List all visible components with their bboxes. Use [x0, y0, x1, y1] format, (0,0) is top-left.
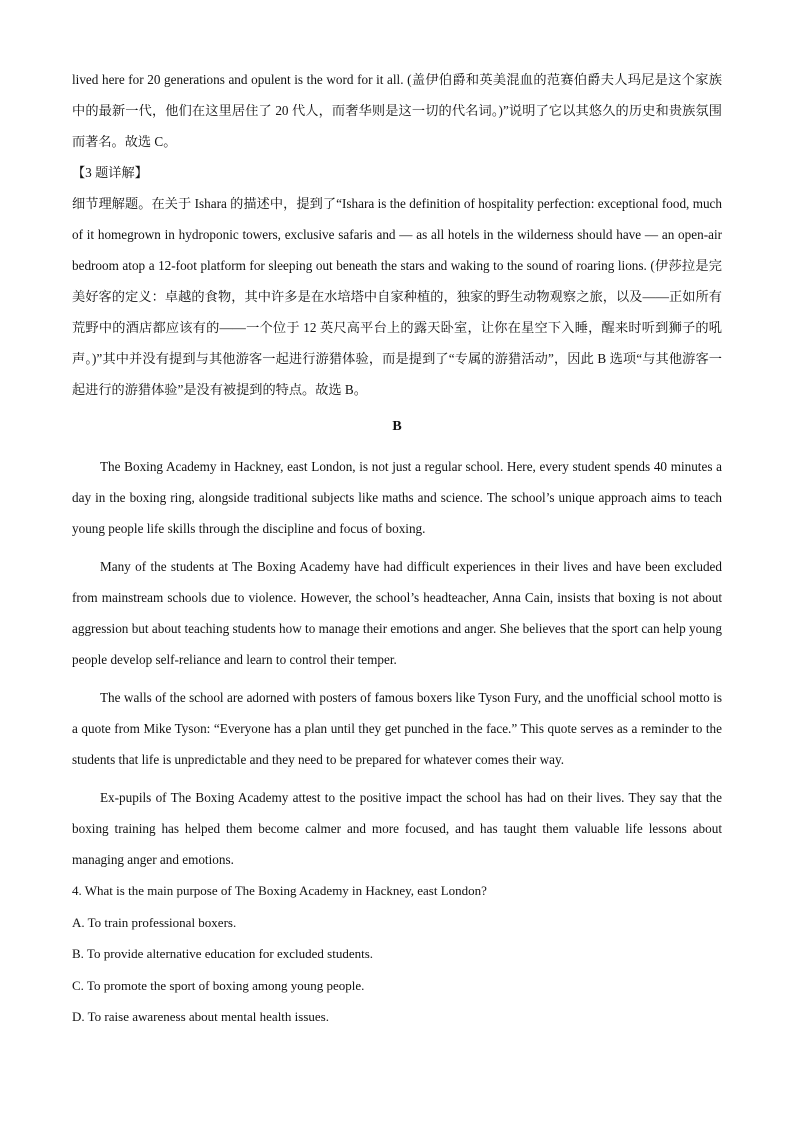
passage-paragraph-3: The walls of the school are adorned with posters of famous boxers like Tyson Fury, and the unofficial school motto is a quote from Mike Tyson: “Everyone has a plan until they get punched in the face.” This quote serves as a reminder to the students that life is unpredictable and they need to be prepared for whatever comes their way. — [72, 690, 722, 767]
section-3-label: 【3 题详解】 — [72, 165, 148, 180]
explanation-2-tail: lived here for 20 generations and opulent is the word for it all. (盖伊伯爵和英美混血的范赛伯爵夫人玛尼是这个家族中的最新一代，他们在这里居住了 20 代人，而奢华则是这一切的代名词。)”说明了它以其悠久的历史和贵族氛围而著名。故选 C。 — [72, 72, 722, 149]
section-b-title: B — [392, 419, 402, 434]
question-4-stem: 4. What is the main purpose of The Boxing Academy in Hackney, east London? — [72, 883, 487, 898]
document-page — [72, 64, 722, 1033]
passage-paragraph-1: The Boxing Academy in Hackney, east London, is not just a regular school. Here, every student spends 40 minutes a day in the boxing ring, alongside traditional subjects like maths and science. The school’s unique approach aims to teach young people life skills through the discipline and focus of boxing. — [72, 459, 722, 536]
question-4-option-b: B. To provide alternative education for excluded students. — [72, 946, 374, 961]
question-4-option-a: A. To train professional boxers. — [72, 914, 237, 930]
explanation-3: 细节理解题。在关于 Ishara 的描述中，提到了“Ishara is the definition of hospitality perfection: exceptional food, much of it homegrown in hydroponic towers, exclusive safaris and — as all hotels in the wilderness should have — an open-air bedroom atop a 12-foot platform for sleeping out beneath the stars and waking to the sound of roaring lions. (伊莎拉是完美好客的定义：卓越的食物，其中许多是在水培塔中自家种植的，独家的野生动物观察之旅，以及——正如所有荒野中的酒店都应该有的——一个位于 12 英尺高平台上的露天卧室，让你在星空下入睡，醒来时听到狮子的吼声。)”其中并没有提到与其他游客一起进行游猎体验，而是提到了“专属的游猎活动”，因此 B 选项“与其他游客一起进行的游猎体验”是没有被提到的特点。故选 B。 — [72, 196, 722, 397]
passage-paragraph-4: Ex-pupils of The Boxing Academy attest to the positive impact the school has had on their lives. They say that the boxing training has helped them become calmer and more focused, and has taught them valuable life lessons about managing anger and emotions. — [72, 790, 722, 867]
question-4-option-c: C. To promote the sport of boxing among young people. — [72, 977, 365, 993]
passage-paragraph-2: Many of the students at The Boxing Academy have had difficult experiences in their lives and have been excluded from mainstream schools due to violence. However, the school’s headteacher, Anna Cain, insists that boxing is not about aggression but about teaching students how to manage their emotions and anger. She believes that the sport can help young people develop self-reliance and learn to control their temper. — [72, 559, 722, 667]
question-4-option-d: D. To raise awareness about mental health issues. — [72, 1009, 329, 1024]
